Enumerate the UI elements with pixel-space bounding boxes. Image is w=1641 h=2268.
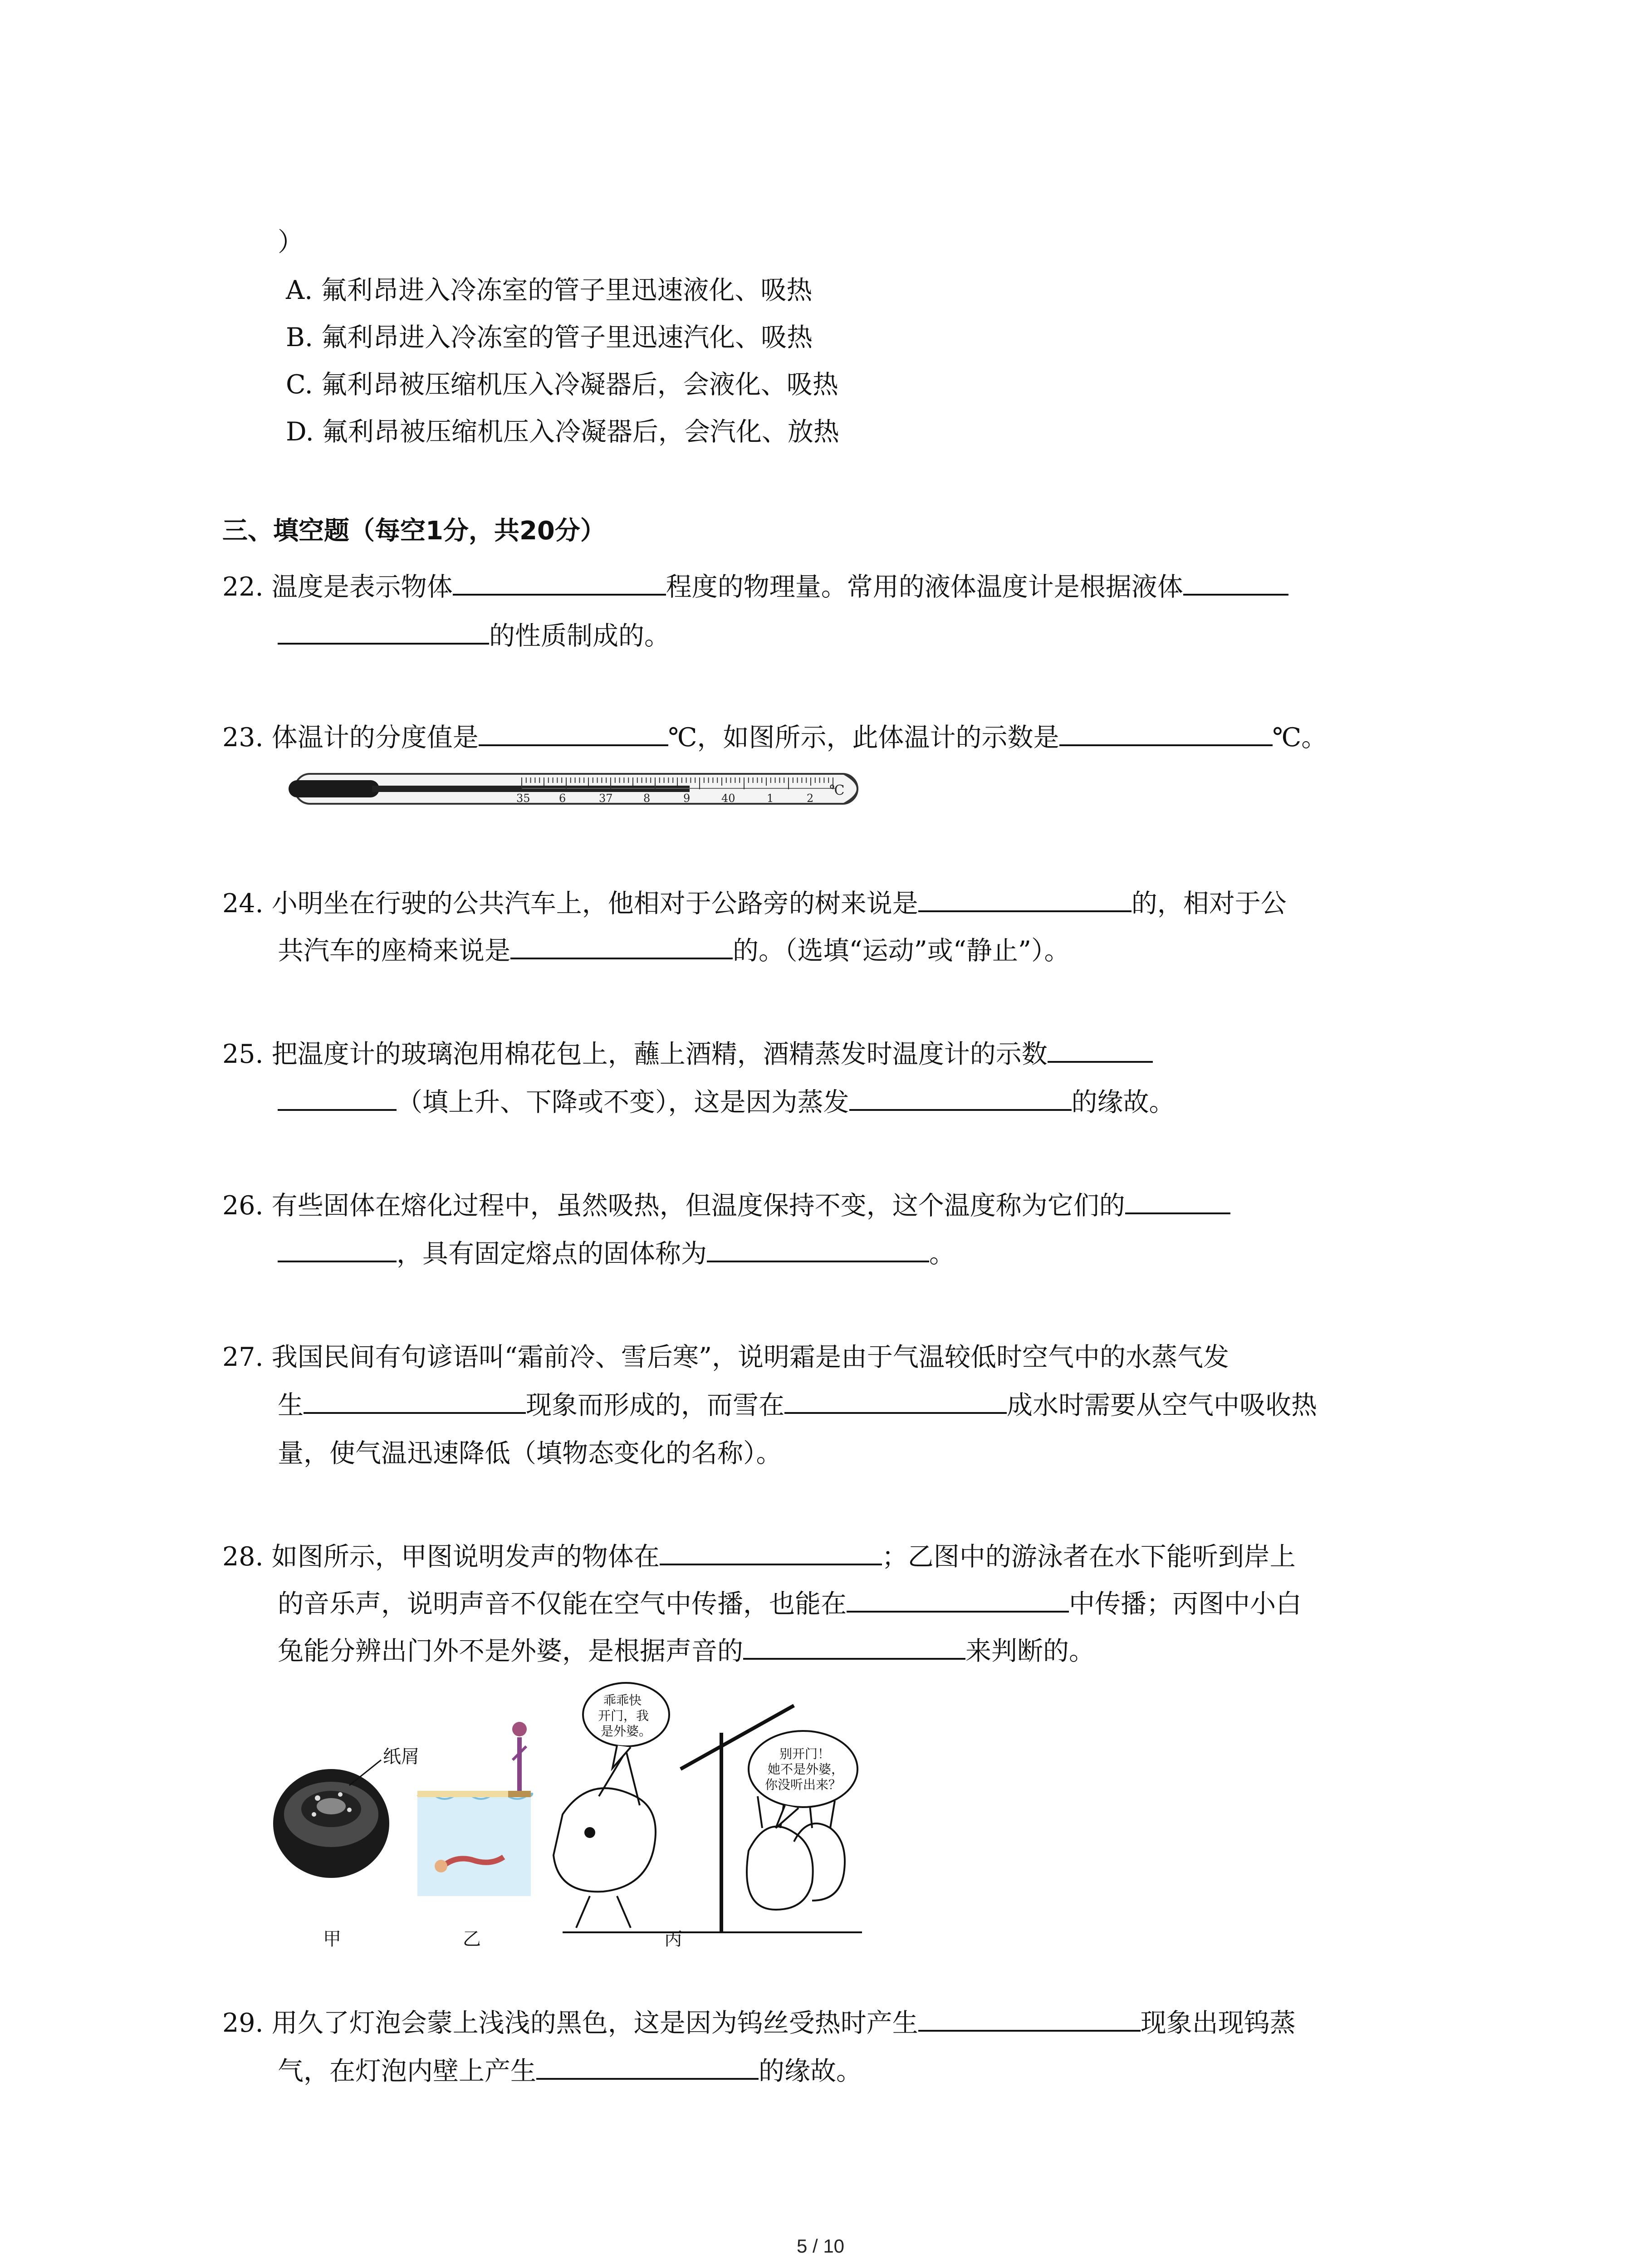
q27-line3: 量，使气温迅速降低（填物态变化的名称）。 (278, 1438, 782, 1468)
bubble-2-line: 别开门！ (779, 1746, 831, 1761)
scale-label: 1 (767, 792, 774, 805)
q27-blank-2[interactable] (784, 1388, 1007, 1414)
q23-text-c: ℃。 (1272, 723, 1327, 753)
q28-text-f: 来判断的。 (965, 1636, 1095, 1666)
q25-blank-1a[interactable] (1048, 1037, 1153, 1063)
scale-label: 37 (599, 792, 613, 805)
q27-text-a: 生 (278, 1390, 304, 1420)
scale-unit: ℃ (829, 782, 845, 798)
q22-blank-2a[interactable] (1183, 570, 1288, 596)
q28-text-a: 28. 如图所示，甲图说明发声的物体在 (222, 1542, 660, 1572)
q24-blank-2[interactable] (510, 934, 733, 959)
q24-line2 (278, 930, 1070, 967)
q27-text-b: 现象而形成的，而雪在 (526, 1390, 784, 1420)
q23-blank-2[interactable] (1059, 721, 1273, 746)
q28-line1 (222, 1536, 1296, 1573)
q28-blank-2[interactable] (847, 1587, 1069, 1613)
bubble-2-line: 她不是外婆， (768, 1762, 844, 1777)
q22-blank-2b[interactable] (278, 619, 489, 645)
q25-line1 (222, 1033, 1153, 1070)
q24-text-a: 24. 小明坐在行驶的公共汽车上，他相对于公路旁的树来说是 (222, 889, 918, 919)
q22-text-c: 的性质制成的。 (489, 621, 670, 651)
paper-bits-label: 纸屑 (383, 1746, 419, 1767)
q26-blank-1a[interactable] (1125, 1189, 1230, 1214)
bubble-1-line: 是外婆。 (601, 1724, 652, 1739)
q24-blank-1[interactable] (918, 887, 1132, 912)
scale-label: 8 (643, 792, 651, 805)
q26-line2 (278, 1233, 955, 1270)
q29-text-c: 气，在灯泡内壁上产生 (278, 2056, 536, 2086)
scale-label: 2 (807, 792, 814, 805)
q22-blank-1[interactable] (453, 570, 666, 596)
q25-line2 (278, 1081, 1175, 1119)
bubble-1-line: 乖乖快 (603, 1693, 642, 1708)
page-number: 5 / 10 (796, 2235, 845, 2257)
q28-blank-1[interactable] (660, 1540, 882, 1565)
q28-text-c: 的音乐声，说明声音不仅能在空气中传播，也能在 (278, 1589, 847, 1619)
swimmer-figure (417, 1722, 532, 1896)
q24-line1 (222, 883, 1287, 920)
thermometer-bulb (289, 780, 379, 797)
bubble-1-line: 开门，我 (598, 1708, 649, 1723)
scale-label: 40 (721, 792, 735, 805)
q29-line2 (278, 2050, 862, 2087)
q27-text-c: 成水时需要从空气中吸收热 (1007, 1390, 1317, 1420)
q25-text-c: 的缘故。 (1071, 1087, 1175, 1117)
q27-line1: 27. 我国民间有句谚语叫“霜前冷、雪后寒”，说明霜是由于气温较低时空气中的水蒸气发 (222, 1342, 1230, 1372)
q26-blank-1b[interactable] (278, 1237, 397, 1262)
scale-label: 6 (559, 792, 566, 805)
q28-figures (272, 1678, 898, 1950)
q29-line1 (222, 2002, 1296, 2039)
q21-option-b: B. 氟利昂进入冷冻室的管子里迅速汽化、吸热 (286, 323, 813, 352)
q23-line1 (222, 717, 1327, 754)
q28-text-d: 中传播；丙图中小白 (1069, 1589, 1302, 1619)
q22-line1 (222, 566, 1288, 603)
scale-label: 35 (516, 792, 530, 805)
q25-blank-2[interactable] (849, 1085, 1072, 1111)
q27-blank-1[interactable] (304, 1388, 526, 1414)
q24-text-c: 共汽车的座椅来说是 (278, 936, 510, 966)
q23-blank-1[interactable] (479, 721, 668, 746)
q28-line2 (278, 1583, 1302, 1620)
scale-label: 9 (683, 792, 691, 805)
q26-text-b: ，具有固定熔点的固体称为 (397, 1239, 707, 1269)
q28-text-b: ；乙图中的游泳者在水下能听到岸上 (882, 1542, 1296, 1572)
fig-label-yi: 乙 (463, 1929, 481, 1950)
q29-text-d: 的缘故。 (759, 2056, 862, 2086)
q28-blank-3[interactable] (743, 1634, 965, 1660)
fig-label-jia: 甲 (323, 1929, 341, 1950)
q21-option-d: D. 氟利昂被压缩机压入冷凝器后，会汽化、放热 (286, 417, 839, 447)
q25-text-a: 25. 把温度计的玻璃泡用棉花包上，蘸上酒精，酒精蒸发时温度计的示数 (222, 1039, 1048, 1069)
q27-line2 (278, 1384, 1317, 1422)
q22-text-b: 程度的物理量。常用的液体温度计是根据液体 (666, 572, 1183, 602)
q22-text-a: 22. 温度是表示物体 (222, 572, 453, 602)
q26-text-a: 26. 有些固体在熔化过程中，虽然吸热，但温度保持不变，这个温度称为它们的 (222, 1191, 1125, 1221)
q26-line1 (222, 1185, 1230, 1222)
fig-label-bing: 丙 (664, 1929, 682, 1950)
speaker-figure (273, 1746, 419, 1878)
q28-line3 (278, 1630, 1095, 1667)
q21-option-a: A. 氟利昂进入冷冻室的管子里迅速液化、吸热 (286, 275, 813, 305)
q24-text-b: 的，相对于公 (1131, 889, 1287, 919)
q23-text-b: ℃，如图所示，此体温计的示数是 (668, 723, 1059, 753)
q29-blank-2[interactable] (536, 2054, 759, 2080)
q23-text-a: 23. 体温计的分度值是 (222, 723, 479, 753)
q29-text-a: 29. 用久了灯泡会蒙上浅浅的黑色，这是因为钨丝受热时产生 (222, 2008, 918, 2038)
q22-line2 (278, 615, 670, 652)
q29-text-b: 现象出现钨蒸 (1140, 2008, 1296, 2038)
q24-text-d: 的。（选填“运动”或“静止”）。 (733, 936, 1070, 966)
q21-paren: ） (278, 227, 304, 257)
q25-blank-1b[interactable] (278, 1085, 397, 1111)
q29-blank-1[interactable] (918, 2006, 1141, 2032)
thermometer-figure (286, 758, 876, 816)
bubble-2-line: 你没听出来？ (765, 1777, 842, 1792)
q26-text-c: 。 (929, 1239, 955, 1269)
section-title: 三、填空题（每空1分，共20分） (222, 516, 606, 546)
q21-option-c: C. 氟利昂被压缩机压入冷凝器后，会液化、吸热 (286, 370, 838, 400)
q28-text-e: 兔能分辨出门外不是外婆，是根据声音的 (278, 1636, 743, 1666)
q26-blank-2[interactable] (707, 1237, 929, 1262)
q25-text-b: （填上升、下降或不变），这是因为蒸发 (397, 1087, 849, 1117)
